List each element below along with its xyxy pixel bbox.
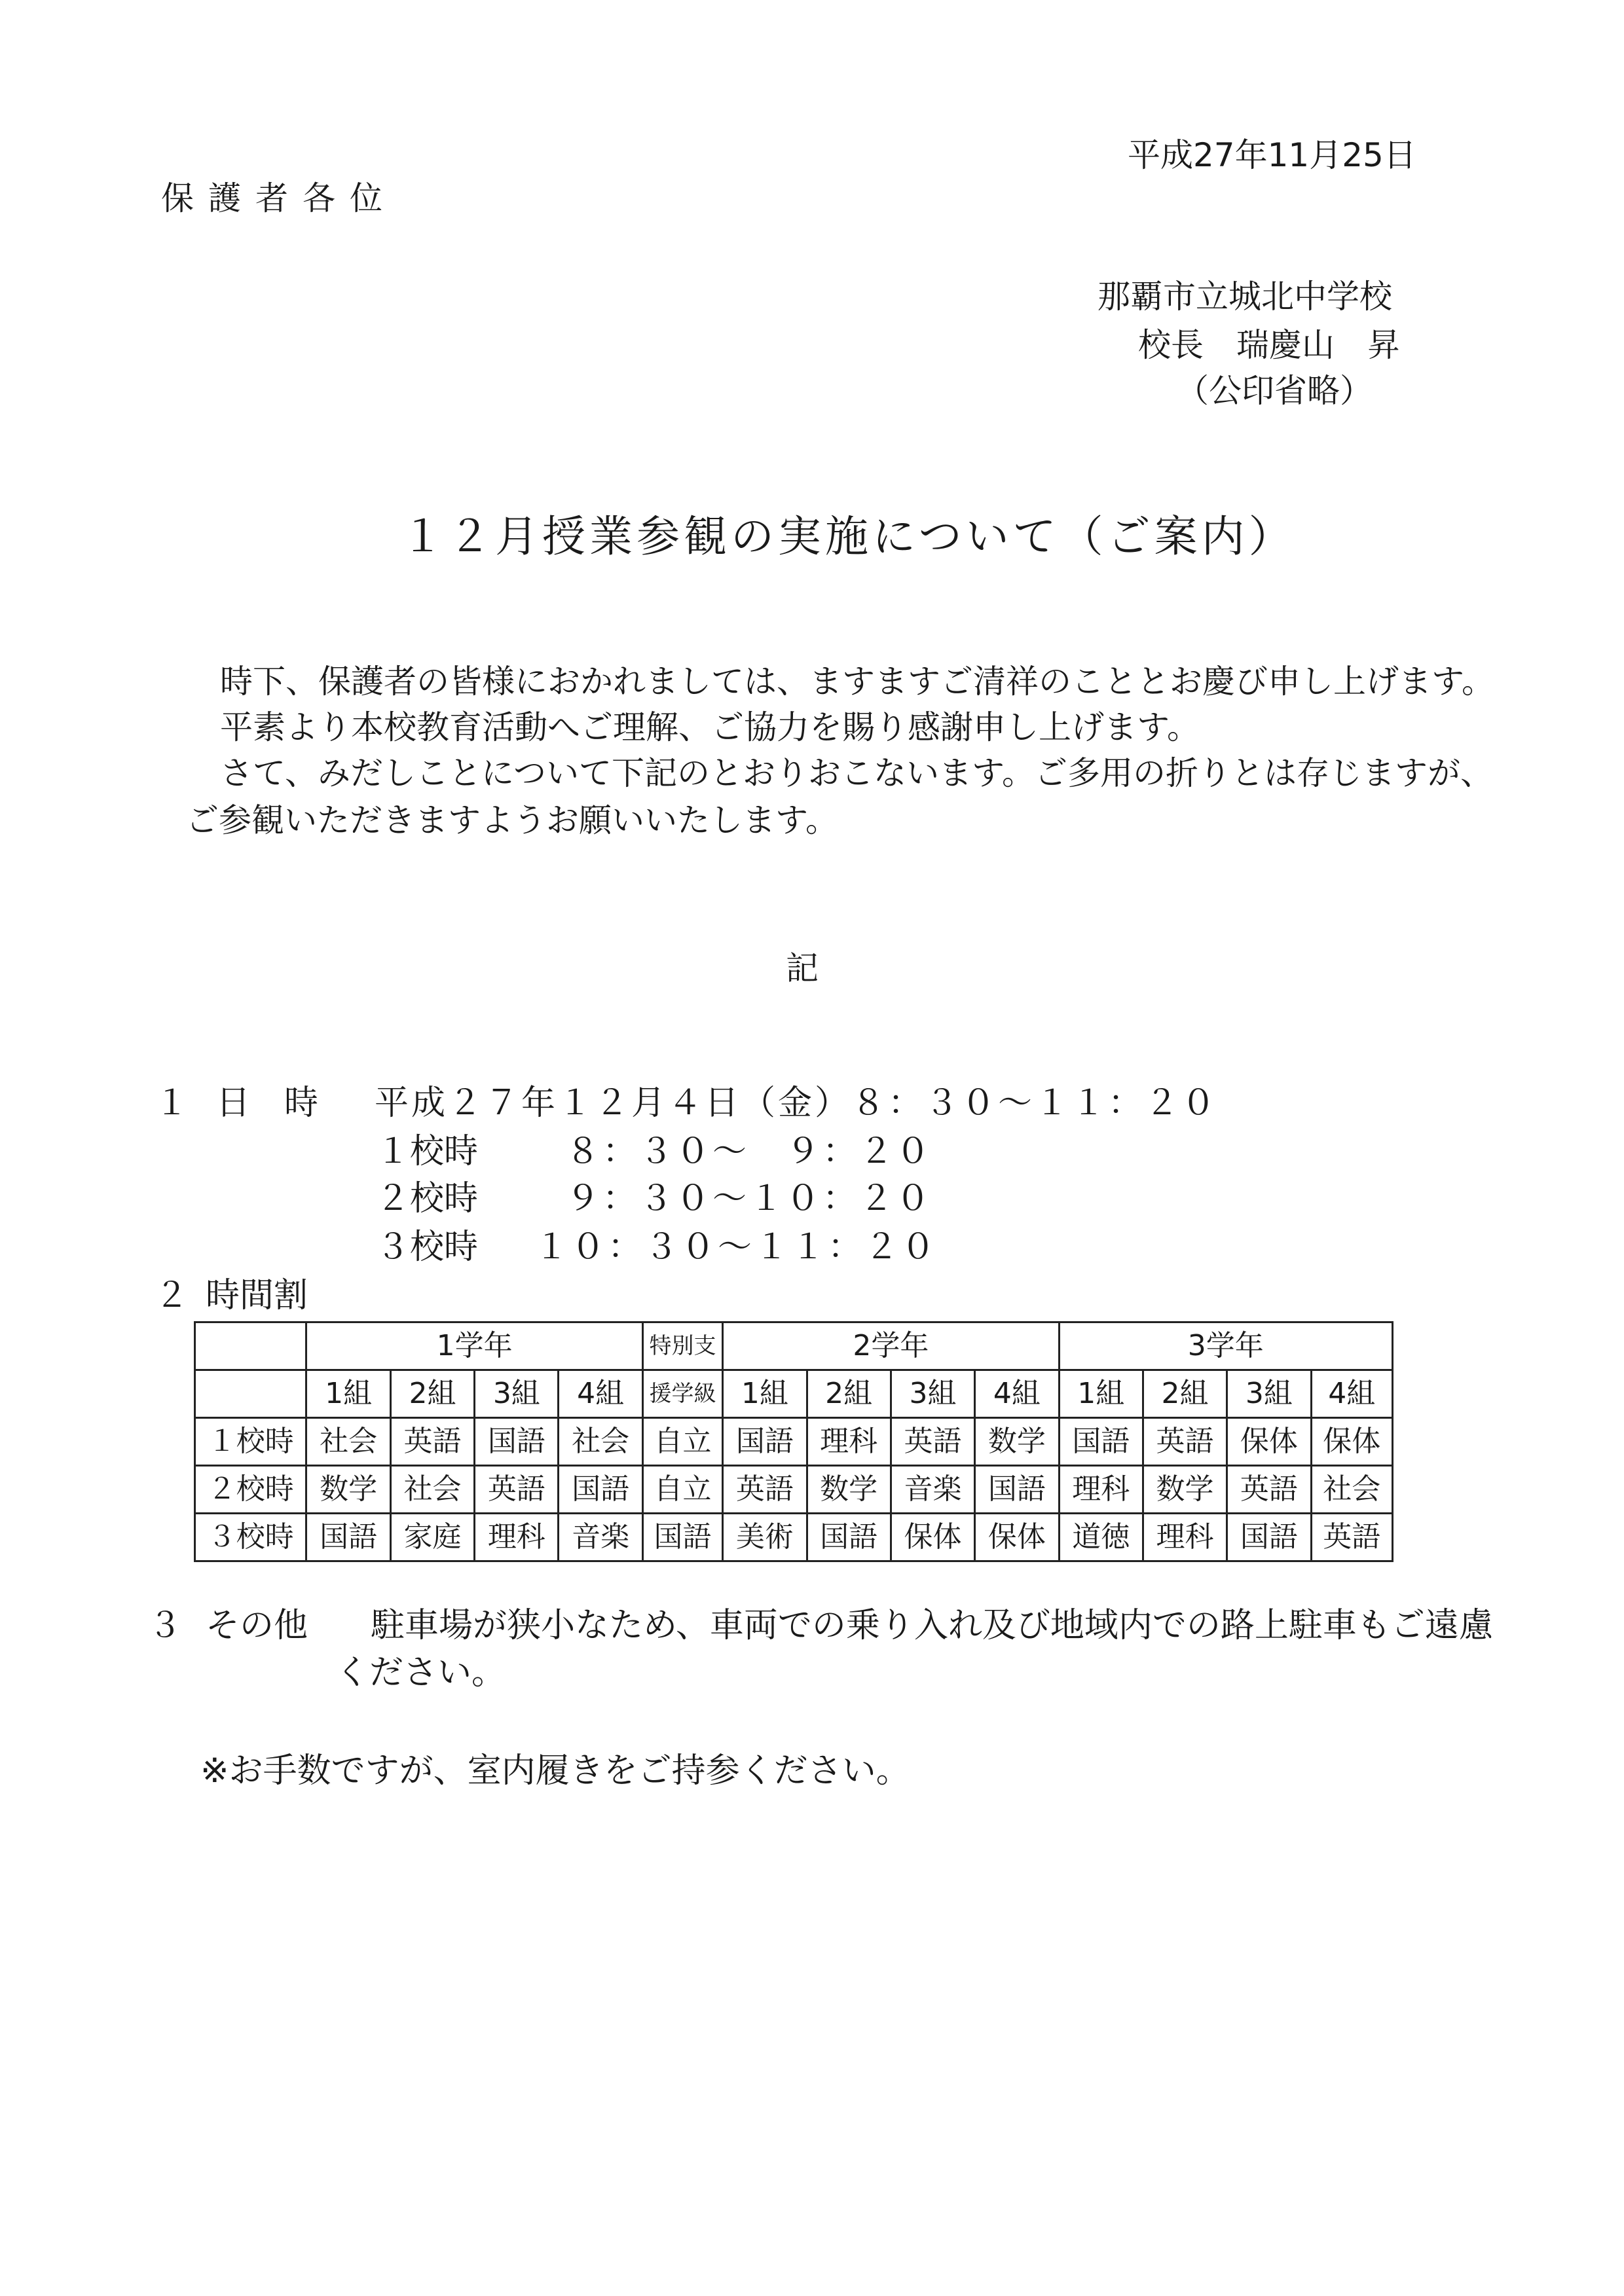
subject-cell: 美術 bbox=[723, 1514, 807, 1561]
timetable bbox=[194, 1321, 1393, 1562]
body-line-1: 時下、保護者の皆様におかれましては、ますますご清祥のこととお慶び申し上げます。 bbox=[220, 663, 1494, 701]
footnote: ※お手数ですが、室内履きをご持参ください。 bbox=[200, 1751, 910, 1791]
subject-cell: 数学 bbox=[975, 1418, 1059, 1466]
section-2-label: 時間割 bbox=[206, 1276, 308, 1315]
subject-cell: 英語 bbox=[891, 1418, 974, 1466]
subject-cell: 音楽 bbox=[559, 1514, 642, 1561]
page-title: １２月授業参観の実施について（ご案内） bbox=[401, 511, 1296, 562]
period-2-name: ２校時 bbox=[376, 1179, 479, 1218]
subject-cell: 国語 bbox=[1227, 1514, 1311, 1561]
subject-cell: 数学 bbox=[306, 1466, 390, 1514]
subject-cell: 家庭 bbox=[390, 1514, 474, 1561]
subject-cell: 社会 bbox=[306, 1418, 390, 1466]
subject-cell: 保体 bbox=[1227, 1418, 1311, 1466]
period-3-time: １０：３０～１１：２０ bbox=[534, 1228, 938, 1267]
section-2-number: ２ bbox=[155, 1276, 189, 1315]
subject-cell: 数学 bbox=[1143, 1466, 1227, 1514]
grade-3-header: 3学年 bbox=[1059, 1322, 1392, 1370]
body-line-2: 平素より本校教育活動へご理解、ご協力を賜り感謝申し上げます。 bbox=[220, 708, 1200, 746]
class-header: 3組 bbox=[475, 1370, 559, 1418]
seal-note: （公印省略） bbox=[1176, 372, 1373, 410]
section-3-text-line-1: 駐車場が狭小なため、車両での乗り入れ及び地域内での路上駐車もご遠慮 bbox=[371, 1606, 1493, 1645]
period-3-name: ３校時 bbox=[376, 1228, 479, 1267]
subject-cell: 国語 bbox=[306, 1514, 390, 1561]
subject-cell: 英語 bbox=[1311, 1514, 1392, 1561]
subject-cell: 音楽 bbox=[891, 1466, 974, 1514]
subject-cell: 道徳 bbox=[1059, 1514, 1143, 1561]
subject-cell: 理科 bbox=[1059, 1466, 1143, 1514]
class-header: 2組 bbox=[390, 1370, 474, 1418]
subject-cell: 国語 bbox=[723, 1418, 807, 1466]
section-1-datetime: 平成２７年１２月４日（金）８：３０～１１：２０ bbox=[375, 1084, 1219, 1123]
class-header: 1組 bbox=[306, 1370, 390, 1418]
grade-2-header: 2学年 bbox=[723, 1322, 1059, 1370]
subject-cell: 国語 bbox=[975, 1466, 1059, 1514]
class-header: 4組 bbox=[559, 1370, 642, 1418]
subject-cell: 社会 bbox=[559, 1418, 642, 1466]
class-header: 3組 bbox=[891, 1370, 974, 1418]
subject-cell: 英語 bbox=[1227, 1466, 1311, 1514]
subject-cell: 理科 bbox=[807, 1418, 891, 1466]
subject-cell: 社会 bbox=[390, 1466, 474, 1514]
addressee: 保護者各位 bbox=[161, 179, 397, 217]
period-1-name: １校時 bbox=[376, 1132, 479, 1171]
subject-cell: 保体 bbox=[975, 1514, 1059, 1561]
grade-1-header: 1学年 bbox=[306, 1322, 642, 1370]
special-subject-cell: 自立 bbox=[642, 1418, 722, 1466]
table-row bbox=[195, 1418, 1393, 1466]
subject-cell: 理科 bbox=[475, 1514, 559, 1561]
period-label: ３校時 bbox=[195, 1514, 306, 1561]
subject-cell: 数学 bbox=[807, 1466, 891, 1514]
subject-cell: 社会 bbox=[1311, 1466, 1392, 1514]
subject-cell: 英語 bbox=[475, 1466, 559, 1514]
sender-school: 那覇市立城北中学校 bbox=[1098, 278, 1392, 316]
table-row bbox=[195, 1514, 1393, 1561]
subject-cell: 英語 bbox=[1143, 1418, 1227, 1466]
ki-heading: 記 bbox=[786, 949, 819, 987]
subject-cell: 国語 bbox=[1059, 1418, 1143, 1466]
subject-cell: 英語 bbox=[390, 1418, 474, 1466]
subject-cell: 保体 bbox=[1311, 1418, 1392, 1466]
section-1-label: 日 時 bbox=[216, 1084, 319, 1123]
timetable-grade-row bbox=[195, 1322, 1393, 1370]
class-header: 1組 bbox=[723, 1370, 807, 1418]
class-header: 3組 bbox=[1227, 1370, 1311, 1418]
class-header: 4組 bbox=[1311, 1370, 1392, 1418]
subject-cell: 国語 bbox=[807, 1514, 891, 1561]
sender-principal: 校長 瑞慶山 昇 bbox=[1138, 326, 1400, 364]
special-header-top: 特別支 bbox=[642, 1322, 722, 1370]
class-header: 4組 bbox=[975, 1370, 1059, 1418]
section-3-number: ３ bbox=[148, 1606, 183, 1645]
subject-cell: 国語 bbox=[475, 1418, 559, 1466]
period-2-time: ９：３０～１０：２０ bbox=[566, 1179, 933, 1218]
body-line-3: さて、みだしことについて下記のとおりおこないます。ご多用の折りとは存じますが、 bbox=[220, 754, 1493, 792]
special-subject-cell: 自立 bbox=[642, 1466, 722, 1514]
table-row bbox=[195, 1466, 1393, 1514]
period-label: １校時 bbox=[195, 1418, 306, 1466]
section-1-number: １ bbox=[155, 1084, 189, 1123]
subject-cell: 保体 bbox=[891, 1514, 974, 1561]
body-line-4: ご参観いただきますようお願いいたします。 bbox=[186, 801, 838, 839]
class-header: 2組 bbox=[1143, 1370, 1227, 1418]
corner-cell bbox=[195, 1322, 306, 1370]
special-header-bottom: 援学級 bbox=[642, 1370, 722, 1418]
class-header: 2組 bbox=[807, 1370, 891, 1418]
class-header: 1組 bbox=[1059, 1370, 1143, 1418]
corner-cell bbox=[195, 1370, 306, 1418]
period-label: ２校時 bbox=[195, 1466, 306, 1514]
timetable-class-row bbox=[195, 1370, 1393, 1418]
subject-cell: 国語 bbox=[559, 1466, 642, 1514]
document-date: 平成27年11月25日 bbox=[1128, 136, 1416, 174]
subject-cell: 理科 bbox=[1143, 1514, 1227, 1561]
special-subject-cell: 国語 bbox=[642, 1514, 722, 1561]
subject-cell: 英語 bbox=[723, 1466, 807, 1514]
section-3-label: その他 bbox=[206, 1606, 308, 1645]
period-1-time: ８：３０～ ９：２０ bbox=[566, 1132, 933, 1171]
section-3-text-line-2: ください。 bbox=[335, 1653, 506, 1692]
